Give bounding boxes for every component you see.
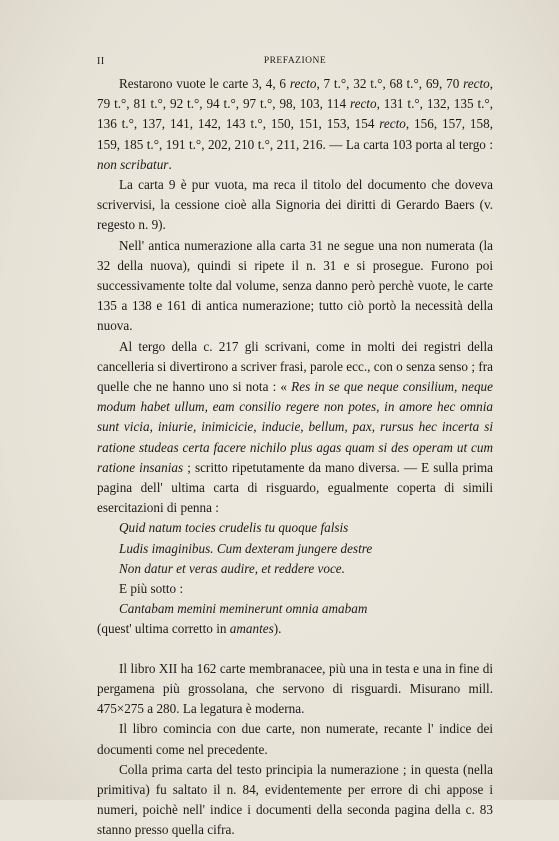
text-run: (quest' ultima corretto in bbox=[97, 621, 230, 637]
paragraph-index: Il libro comincia con due carte, non numerate, recante l' indice dei documenti come nel precedente. bbox=[97, 721, 493, 757]
running-title: PREFAZIONE bbox=[263, 56, 327, 66]
paragraph-libro-xii: Il libro XII ha 162 carte membranacee, più una in testa e una in fine di pergamena più grossolana, che servono di risguardi. Misurano mill. 475×275 a 280. La legatura è moderna. bbox=[97, 660, 493, 717]
verse-line: Non datur et veras audire, et reddere voce. bbox=[119, 560, 345, 576]
italic-run: non scribatur bbox=[97, 156, 169, 172]
paragraph-below: E più sotto : bbox=[119, 581, 184, 597]
italic-run: recto bbox=[349, 96, 377, 112]
paragraph-scribes-phrases bbox=[97, 337, 493, 519]
verse-block-1 bbox=[97, 518, 493, 579]
verse-line: Ludis imaginibus. Cum dexteram jungere destre bbox=[119, 540, 373, 556]
text-run: . bbox=[168, 156, 172, 172]
italic-run: recto bbox=[289, 76, 317, 91]
paragraph-carta-9: La carta 9 è pur vuota, ma reca il titolo del documento che doveva scrivervisi, la cessione cioè alla Signoria dei diritti di Gerardo Baers (v. regesto n. 9). bbox=[97, 177, 493, 233]
text-run: , 79 t.°, 81 t.°, 92 t.°, 94 t.°, 97 t.°, 98, 103, 114 bbox=[97, 76, 493, 112]
section-gap bbox=[97, 640, 493, 659]
italic-run: amantes bbox=[229, 621, 274, 637]
text-run: , 131 t.°, 132, 135 t.°, 136 t.°, 137, 141, 142, 143 t.°, 150, 151, 153, 154 bbox=[97, 96, 493, 132]
text-run: Al tergo della c. 217 gli scrivani, come in molti dei registri della cancelleria si divertirono a scriver frasi, parole ecc., con o senza senso ; fra quelle che ne hanno uno si nota : « bbox=[97, 338, 493, 395]
text-run: , 156, 157, 158, 159, 185 t.°, 191 t.°, 202, 210 t.°, 211, 216. — La carta 103 porta al tergo : bbox=[97, 116, 493, 152]
paragraph-blank-pages bbox=[97, 74, 493, 175]
text-run: Restarono vuote le carte 3, 4, 6 bbox=[119, 76, 290, 91]
text-run: ; scritto ripetutamente da mano diversa. — E sulla prima pagina dell' ultima carta di risguardo, egualmente coperta di simili esercitazioni di penna : bbox=[97, 459, 493, 516]
italic-run: recto bbox=[463, 76, 490, 91]
paragraph-correction-note bbox=[97, 619, 493, 639]
verse-block-2 bbox=[97, 599, 493, 619]
verse-line: Cantabam memini meminerunt omnia amabam bbox=[119, 601, 368, 617]
text-run: ). bbox=[273, 621, 282, 637]
italic-run: recto bbox=[379, 116, 406, 132]
page-number: II bbox=[97, 56, 105, 67]
verse-line: Quid natum tocies crudelis tu quoque falsis bbox=[119, 520, 349, 536]
page-body bbox=[97, 74, 493, 841]
italic-quote: Res in se que neque consilium, neque modum habet ullum, eam consilio regere non potes, in amore hec omnia sunt vicia, iniurie, inimicicie, inducie, bellum, pax, rursus hec incerta si ratione studeas certa facere nichilo plus agas quam si des operam ut cum ratione insanias bbox=[97, 379, 493, 475]
paragraph-numbering: Nell' antica numerazione alla carta 31 ne segue una non numerata (la 32 della nuova), quindi si ripete il n. 31 e si prosegue. Furono poi successivamente tolte dal volume, senza danno però perchè vuote, le carte 135 a 138 e 161 di antica numerazione; tutto ciò portò la necessità della nuova. bbox=[97, 237, 493, 334]
paragraph-numbering-start: Colla prima carta del testo principia la numerazione ; in questa (nella primitiva) fu saltato il n. 84, evidentemente per errore di chi appose i numeri, poichè nell' indice i documenti della seconda pagina della c. 83 stanno presso quella cifra. bbox=[97, 761, 493, 838]
page-header bbox=[97, 56, 493, 72]
text-run: , 7 t.°, 32 t.°, 68 t.°, 69, 70 bbox=[316, 76, 464, 91]
